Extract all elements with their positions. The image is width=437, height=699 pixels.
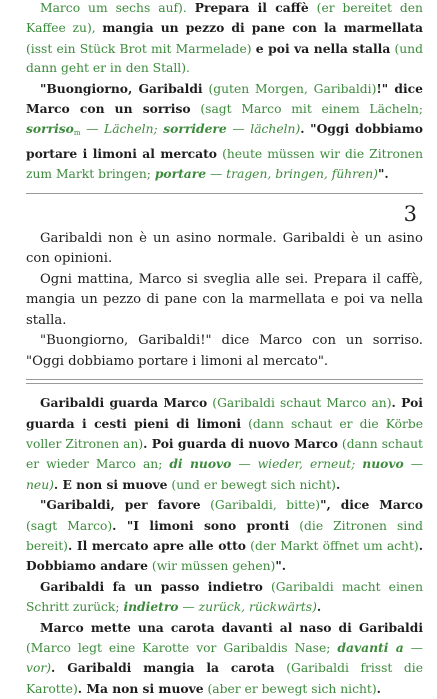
italian-text: . Ma non si muove	[77, 680, 204, 696]
translation-text: — lächeln)	[226, 122, 301, 137]
italian-text: .	[300, 121, 305, 137]
italian-text	[191, 102, 201, 116]
italian-text	[201, 498, 211, 512]
translation-text: (dann schaut er wieder Marco an;	[26, 436, 424, 472]
paragraph	[26, 495, 423, 577]
italian-text: Garibaldi fa un passo indietro	[40, 578, 263, 594]
translation-text: (Marco legt eine Karotte vor Garibaldis Nase;	[26, 641, 331, 656]
translation-text: (Garibaldi macht einen Schritt zurück;	[26, 579, 423, 615]
paragraph	[26, 618, 423, 699]
italian-text: "Garibaldi, per favore	[40, 497, 201, 513]
translation-text: (isst ein Stück Brot mit Marmelade)	[26, 41, 252, 56]
translation-text: m	[73, 129, 81, 138]
italian-text: e poi va nella stalla	[255, 40, 391, 56]
italian-text	[289, 519, 299, 533]
double-divider	[26, 379, 423, 384]
italian-text: . Dobbiamo andare	[26, 538, 423, 574]
translation-text: (heute müssen wir die Zitronen zum Markt bringen;	[26, 146, 423, 182]
translation-text: (er bereitet den Kaffee zu),	[26, 1, 423, 36]
paragraph: Ogni mattina, Marco si sveglia alle sei. Prepara il caffè, mangia un pezzo di pane con la marmellata e poi va nella stalla.	[26, 271, 423, 328]
italian-text: . Garibaldi mangia la carota	[51, 660, 275, 676]
paragraph	[26, 0, 423, 79]
italian-text	[187, 1, 195, 15]
translation-text: (guten Morgen, Garibaldi)	[208, 81, 377, 96]
translation-text: — tragen, bringen, führen)	[206, 167, 378, 182]
italian-text: !" dice Marco con un sorriso	[26, 80, 423, 117]
italian-text: .	[335, 476, 341, 492]
italian-text	[275, 661, 287, 675]
translation-text: portare	[154, 166, 207, 182]
italian-text: . E non si muove	[53, 476, 168, 492]
translation-text: — vor)	[26, 641, 423, 676]
italian-text: Marco mette una carota davanti al naso di Garibaldi	[40, 619, 423, 635]
translation-text: — neu)	[26, 457, 423, 492]
paragraph	[26, 577, 423, 618]
bilingual-text-top	[26, 0, 423, 185]
italian-text	[309, 1, 317, 15]
translation-text: (sagt Marco mit einem Lächeln;	[200, 102, 423, 117]
paragraph: "Buongiorno, Garibaldi!" dice Marco con un sorriso. "Oggi dobbiamo portare i limoni al mercato".	[26, 333, 423, 369]
paragraph	[26, 79, 423, 185]
translation-text: sorriso	[26, 121, 74, 137]
translation-text: (Garibaldi frisst die Karotte)	[26, 661, 423, 696]
translation-text: (dann schaut er die Körbe voller Zitronen an)	[26, 416, 423, 451]
translation-text: nuovo	[362, 456, 404, 472]
italian-text: ", dice Marco	[320, 497, 423, 513]
translation-text: indietro	[123, 599, 179, 615]
translation-text: (wir müssen gehen)	[151, 559, 276, 574]
chapter-number: 3	[403, 201, 417, 226]
italian-text: ".	[275, 558, 287, 574]
paragraph: Garibaldi non è un asino normale. Garibaldi è un asino con opinioni.	[26, 230, 423, 267]
italian-text: . Poi guarda i cesti pieni di limoni	[26, 395, 423, 431]
translation-text: (und dann geht er in den Stall).	[26, 41, 423, 76]
italian-text: .	[376, 680, 381, 696]
translation-text: (die Zitronen sind bereit)	[26, 518, 423, 553]
italian-text: . Poi guarda di nuovo Marco	[143, 435, 338, 451]
translation-text: sorridere	[163, 121, 227, 137]
translation-text: — Lächeln;	[80, 122, 164, 137]
italian-text: "Oggi dobbiamo portare i limoni al mercato	[26, 121, 423, 161]
translation-text: (Garibaldi, bitte)	[210, 498, 321, 513]
translation-text: (aber er bewegt sich nicht)	[207, 681, 377, 696]
italian-text: mangia un pezzo di pane con la marmellata	[102, 20, 423, 36]
translation-text: (Garibaldi schaut Marco an)	[212, 396, 392, 411]
section-divider	[26, 193, 423, 194]
translation-text: (und er bewegt sich nicht)	[171, 477, 336, 492]
paragraph	[26, 393, 423, 495]
italian-text: Garibaldi guarda Marco	[40, 395, 208, 411]
translation-text: (der Markt öffnet um acht)	[250, 539, 419, 553]
translation-text: (sagt Marco)	[26, 518, 113, 533]
bilingual-text-bottom	[26, 393, 423, 699]
translation-text: — wieder, erneut;	[231, 457, 363, 472]
italian-text: "Buongiorno, Garibaldi	[40, 80, 203, 96]
translation-text: davanti a	[337, 640, 404, 656]
italian-text: Prepara il caffè	[194, 0, 309, 15]
translation-text: — zurück, rückwärts)	[178, 600, 317, 615]
italian-text: .	[316, 599, 322, 615]
italian-text: ".	[377, 166, 389, 182]
translation-text: di nuovo	[169, 456, 232, 472]
translation-text: Marco um sechs auf).	[40, 1, 187, 15]
italian-text: . Il mercato apre alle otto	[67, 538, 246, 553]
italian-text-plain	[26, 229, 423, 373]
italian-text	[263, 580, 271, 594]
italian-text: . "I limoni sono pronti	[112, 517, 290, 533]
